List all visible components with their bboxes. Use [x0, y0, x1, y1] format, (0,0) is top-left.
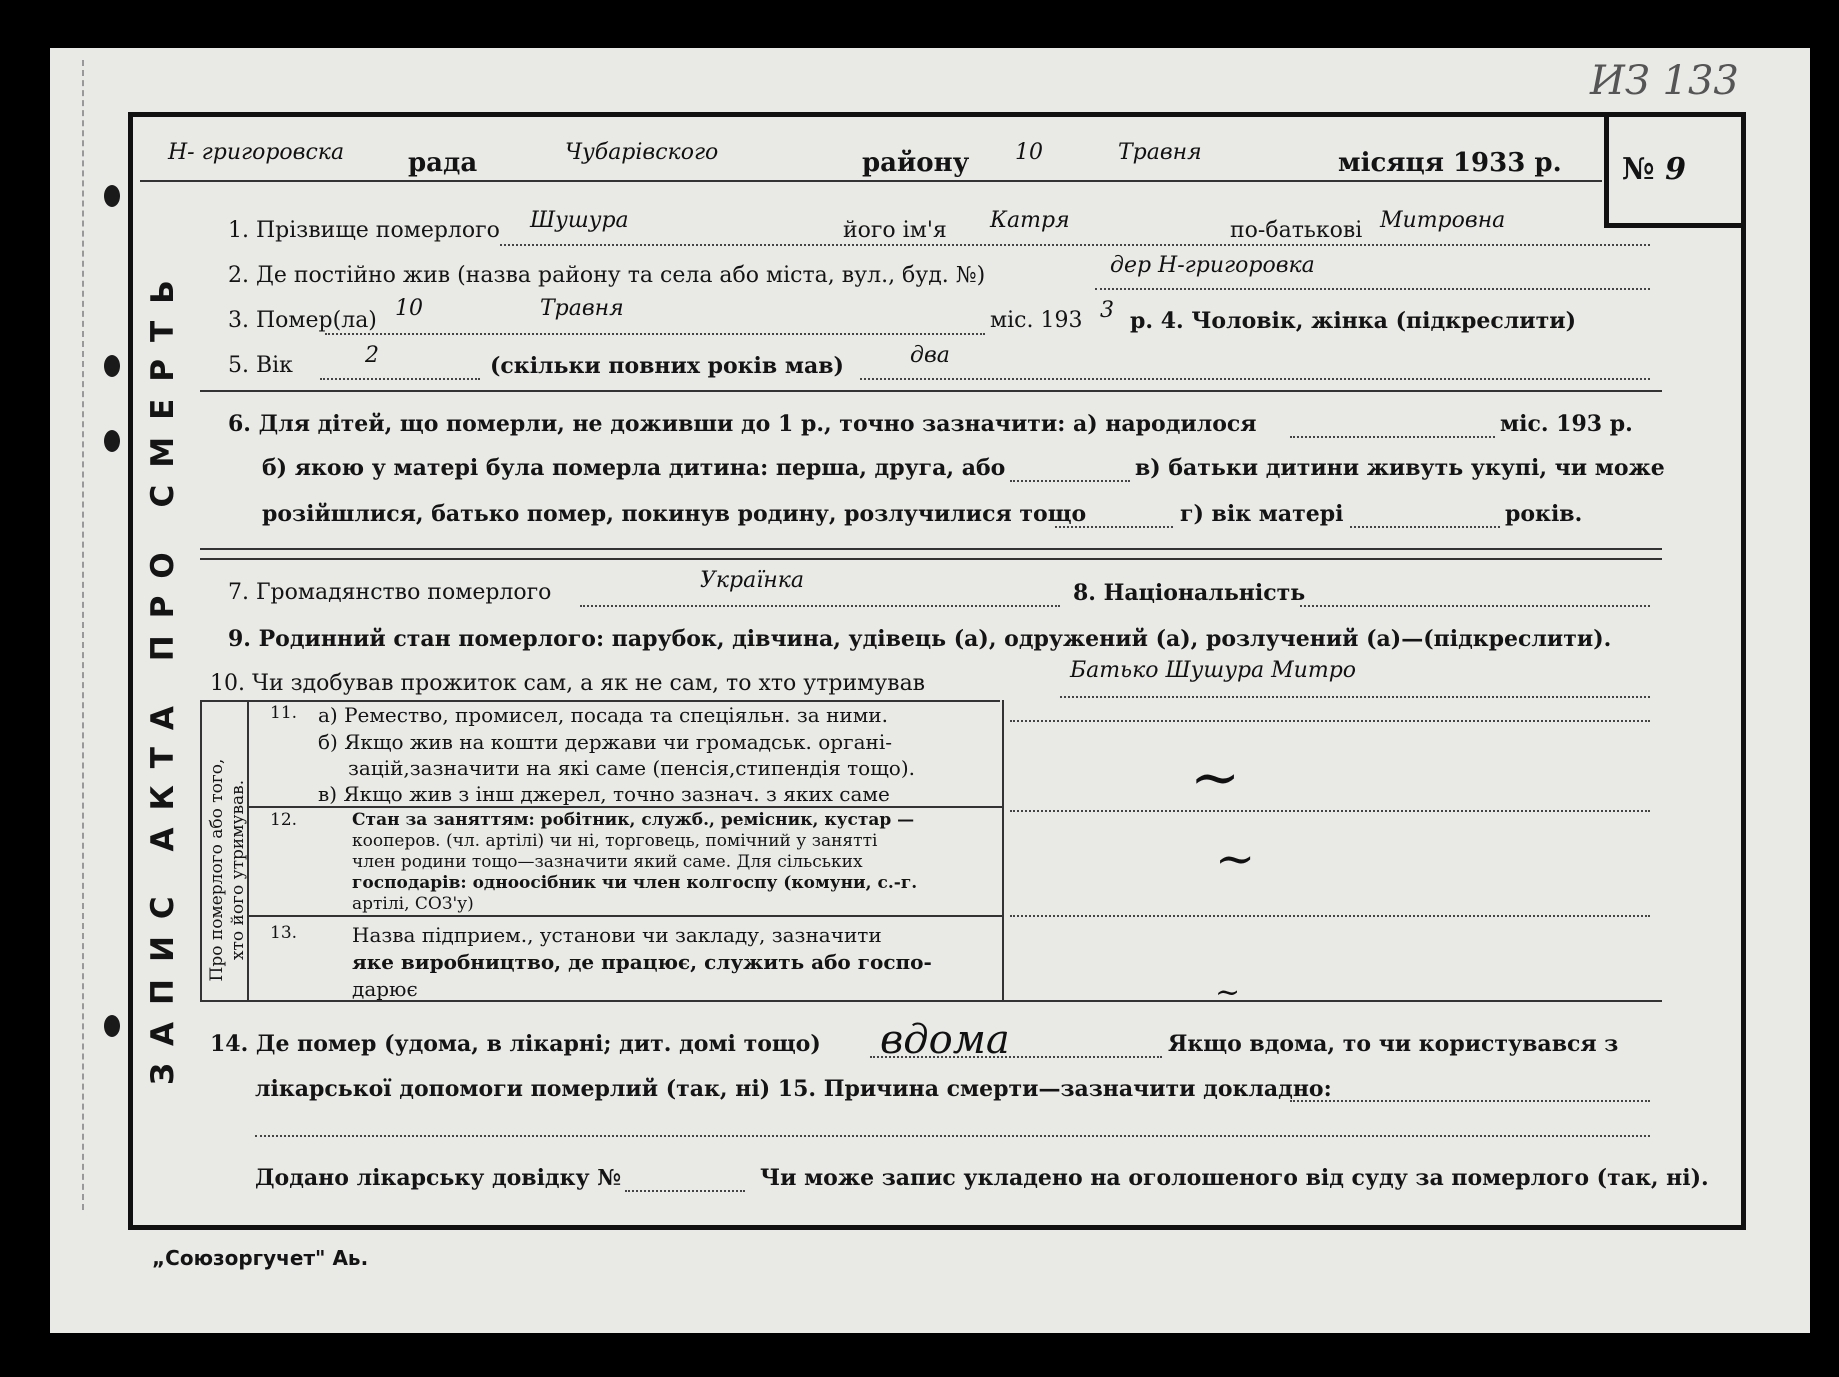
f15-dots-2	[255, 1135, 1650, 1137]
vertical-title: ЗАПИС АКТА ПРО СМЕРТЬ	[145, 263, 181, 1085]
f14-tail: Якщо вдома, то чи користувався з	[1168, 1031, 1619, 1057]
f11-b2: зацій,зазначити на які саме (пенсія,стипендія тощо).	[348, 756, 915, 780]
f11-num: 11.	[270, 703, 298, 723]
f2-dots	[1095, 288, 1650, 290]
f14-line2: лікарської допомоги померлий (так, ні) 15. Причина смерти—зазначити докладно:	[255, 1076, 1332, 1102]
rule-12-13	[247, 915, 1002, 917]
row-dots-2	[1010, 810, 1650, 812]
f6-dots-born	[1290, 436, 1495, 438]
f6-dots-parents	[1055, 526, 1173, 528]
f12-l2: кооперов. (чл. артілі) чи ні, торговець, помічний у занятті	[352, 831, 878, 851]
punch-hole	[104, 1015, 120, 1037]
f7-label: 7. Громадянство померлого	[228, 580, 552, 605]
f8-label: 8. Національність	[1073, 580, 1306, 606]
f12-l5: артілі, СОЗ'у)	[352, 894, 474, 914]
f6-line3-a: розійшлися, батько помер, покинув родину, розлучилися тощо	[262, 501, 1087, 527]
f16-tail: Чи може запис укладено на оголошеного від суду за померлого (так, ні).	[760, 1165, 1709, 1191]
month-label: місяця 1933 р.	[1338, 148, 1562, 178]
row-dots-3	[1010, 915, 1650, 917]
f1-patronymic: Митровна	[1380, 208, 1506, 233]
f3-mis: міс. 193	[990, 308, 1083, 333]
f6-line1: 6. Для дітей, що померли, не доживши до 1 р., точно зазначити: а) народилося	[228, 411, 1257, 437]
punch-hole	[104, 355, 120, 377]
f12-l3: член родини тощо—зазначити який саме. Для сільських	[352, 852, 863, 872]
footer-print: „Союзоргучет" Аь.	[152, 1246, 369, 1270]
f5-label: 5. Вік	[228, 353, 293, 378]
rule-after-6b	[200, 558, 1662, 560]
rada-label: рада	[408, 148, 478, 178]
f1-surname: Шушура	[530, 208, 629, 233]
f13-l1: Назва підприем., установи чи закладу, зазначити	[352, 923, 882, 947]
f3-tail: р. 4. Чоловік, жінка (підкреслити)	[1130, 308, 1576, 334]
f11-a: а) Ремество, промисел, посада та спеціяльн. за ними.	[318, 703, 888, 727]
header-month: Травня	[1118, 140, 1202, 165]
rule-11-12	[247, 806, 1002, 808]
district: Чубарівского	[565, 140, 719, 165]
side-label: Про померлого або того, хто його утримував.	[207, 758, 248, 982]
f7-dots	[580, 605, 1060, 607]
f13-num: 13.	[270, 923, 298, 943]
f6-dots-order	[1010, 480, 1130, 482]
punch-hole	[104, 185, 120, 207]
f3-label: 3. Помер(ла)	[228, 308, 377, 333]
table-top-rule	[200, 700, 1000, 702]
f1-name-label: його ім'я	[843, 218, 947, 243]
row-dots-1	[1010, 720, 1650, 722]
f14-value: вдома	[880, 1017, 1010, 1063]
f1-name: Катря	[990, 208, 1070, 233]
f12-num: 12.	[270, 810, 298, 830]
header-rule	[140, 180, 1602, 182]
f16-dots	[625, 1190, 745, 1192]
f5-value: 2	[365, 343, 379, 368]
f8-dots	[1300, 605, 1650, 607]
f1-patronymic-label: по-батькові	[1230, 218, 1363, 243]
f3-month: Травня	[540, 296, 624, 321]
f5-dots-a	[320, 378, 480, 380]
village-council: Н- григоровска	[168, 140, 345, 165]
f6-line3-c: років.	[1505, 501, 1583, 527]
table-left-rule	[200, 700, 202, 1000]
dash-mark-12: ~	[1215, 831, 1256, 887]
f10-value: Батько Шушура Митро	[1070, 658, 1357, 683]
f5-dots-b	[860, 378, 1650, 380]
punch-hole	[104, 430, 120, 452]
f10-label: 10. Чи здобував прожиток сам, а як не сам, то хто утримував	[210, 671, 926, 696]
f12-l1: Стан за заняттям: робітник, служб., ремісник, кустар —	[352, 810, 915, 830]
dash-mark-13: ~	[1215, 975, 1241, 1010]
table-right-rule	[1002, 700, 1004, 1000]
f14-dots	[870, 1056, 1162, 1058]
f6-line2-a: б) якою у матері була померла дитина: перша, друга, або	[262, 455, 1006, 481]
district-label: району	[862, 148, 970, 178]
rule-after-6	[200, 548, 1662, 550]
f16-label: Додано лікарську довідку №	[255, 1165, 622, 1191]
f13-l3: дарює	[352, 977, 418, 1001]
f1-dots	[500, 244, 1650, 246]
f14-label: 14. Де помер (удома, в лікарні; дит. домі тощо)	[210, 1031, 821, 1057]
rule-after-5	[200, 390, 1662, 392]
f5-words: два	[910, 343, 950, 368]
f12-l4: господарів: одноосібник чи член колгоспу (комуни, с.-г.	[352, 873, 918, 893]
f6-dots-mother-age	[1350, 526, 1500, 528]
corner-note: ИЗ 133	[1590, 58, 1739, 104]
f2-label: 2. Де постійно жив (назва району та села або міста, вул., буд. №)	[228, 263, 986, 288]
f3-year-digit: 3	[1100, 298, 1114, 323]
f1-label: 1. Прізвище померлого	[228, 218, 500, 243]
f2-value: дер Н-григоровка	[1110, 253, 1315, 278]
header-day: 10	[1015, 140, 1043, 165]
number-label: № 9	[1622, 152, 1686, 187]
f6-line1-tail: міс. 193 р.	[1500, 411, 1633, 437]
dash-mark-11: ~	[1190, 743, 1241, 813]
f5-mid: (скільки повних років мав)	[490, 353, 844, 379]
f10-dots	[1060, 696, 1650, 698]
f6-line2-b: в) батьки дитини живуть укупі, чи може	[1135, 455, 1665, 481]
f13-l2: яке виробництво, де працює, служить або госпо-	[352, 950, 932, 974]
f9-label: 9. Родинний стан померлого: парубок, дівчина, удівець (а), одружений (а), розлучений (а)—(підкреслити).	[228, 626, 1612, 652]
f3-day: 10	[395, 296, 423, 321]
f3-dots	[325, 333, 985, 335]
f15-dots	[1290, 1100, 1650, 1102]
f11-b1: б) Якщо жив на кошти держави чи громадськ. органі-	[318, 730, 892, 754]
f7-value: Українка	[700, 568, 805, 593]
rule-after-13	[200, 1000, 1662, 1002]
f6-line3-b: г) вік матері	[1180, 501, 1344, 527]
perforation-edge	[82, 60, 114, 1210]
f11-c: в) Якщо жив з інш джерел, точно зазнач. з яких саме	[318, 782, 890, 806]
